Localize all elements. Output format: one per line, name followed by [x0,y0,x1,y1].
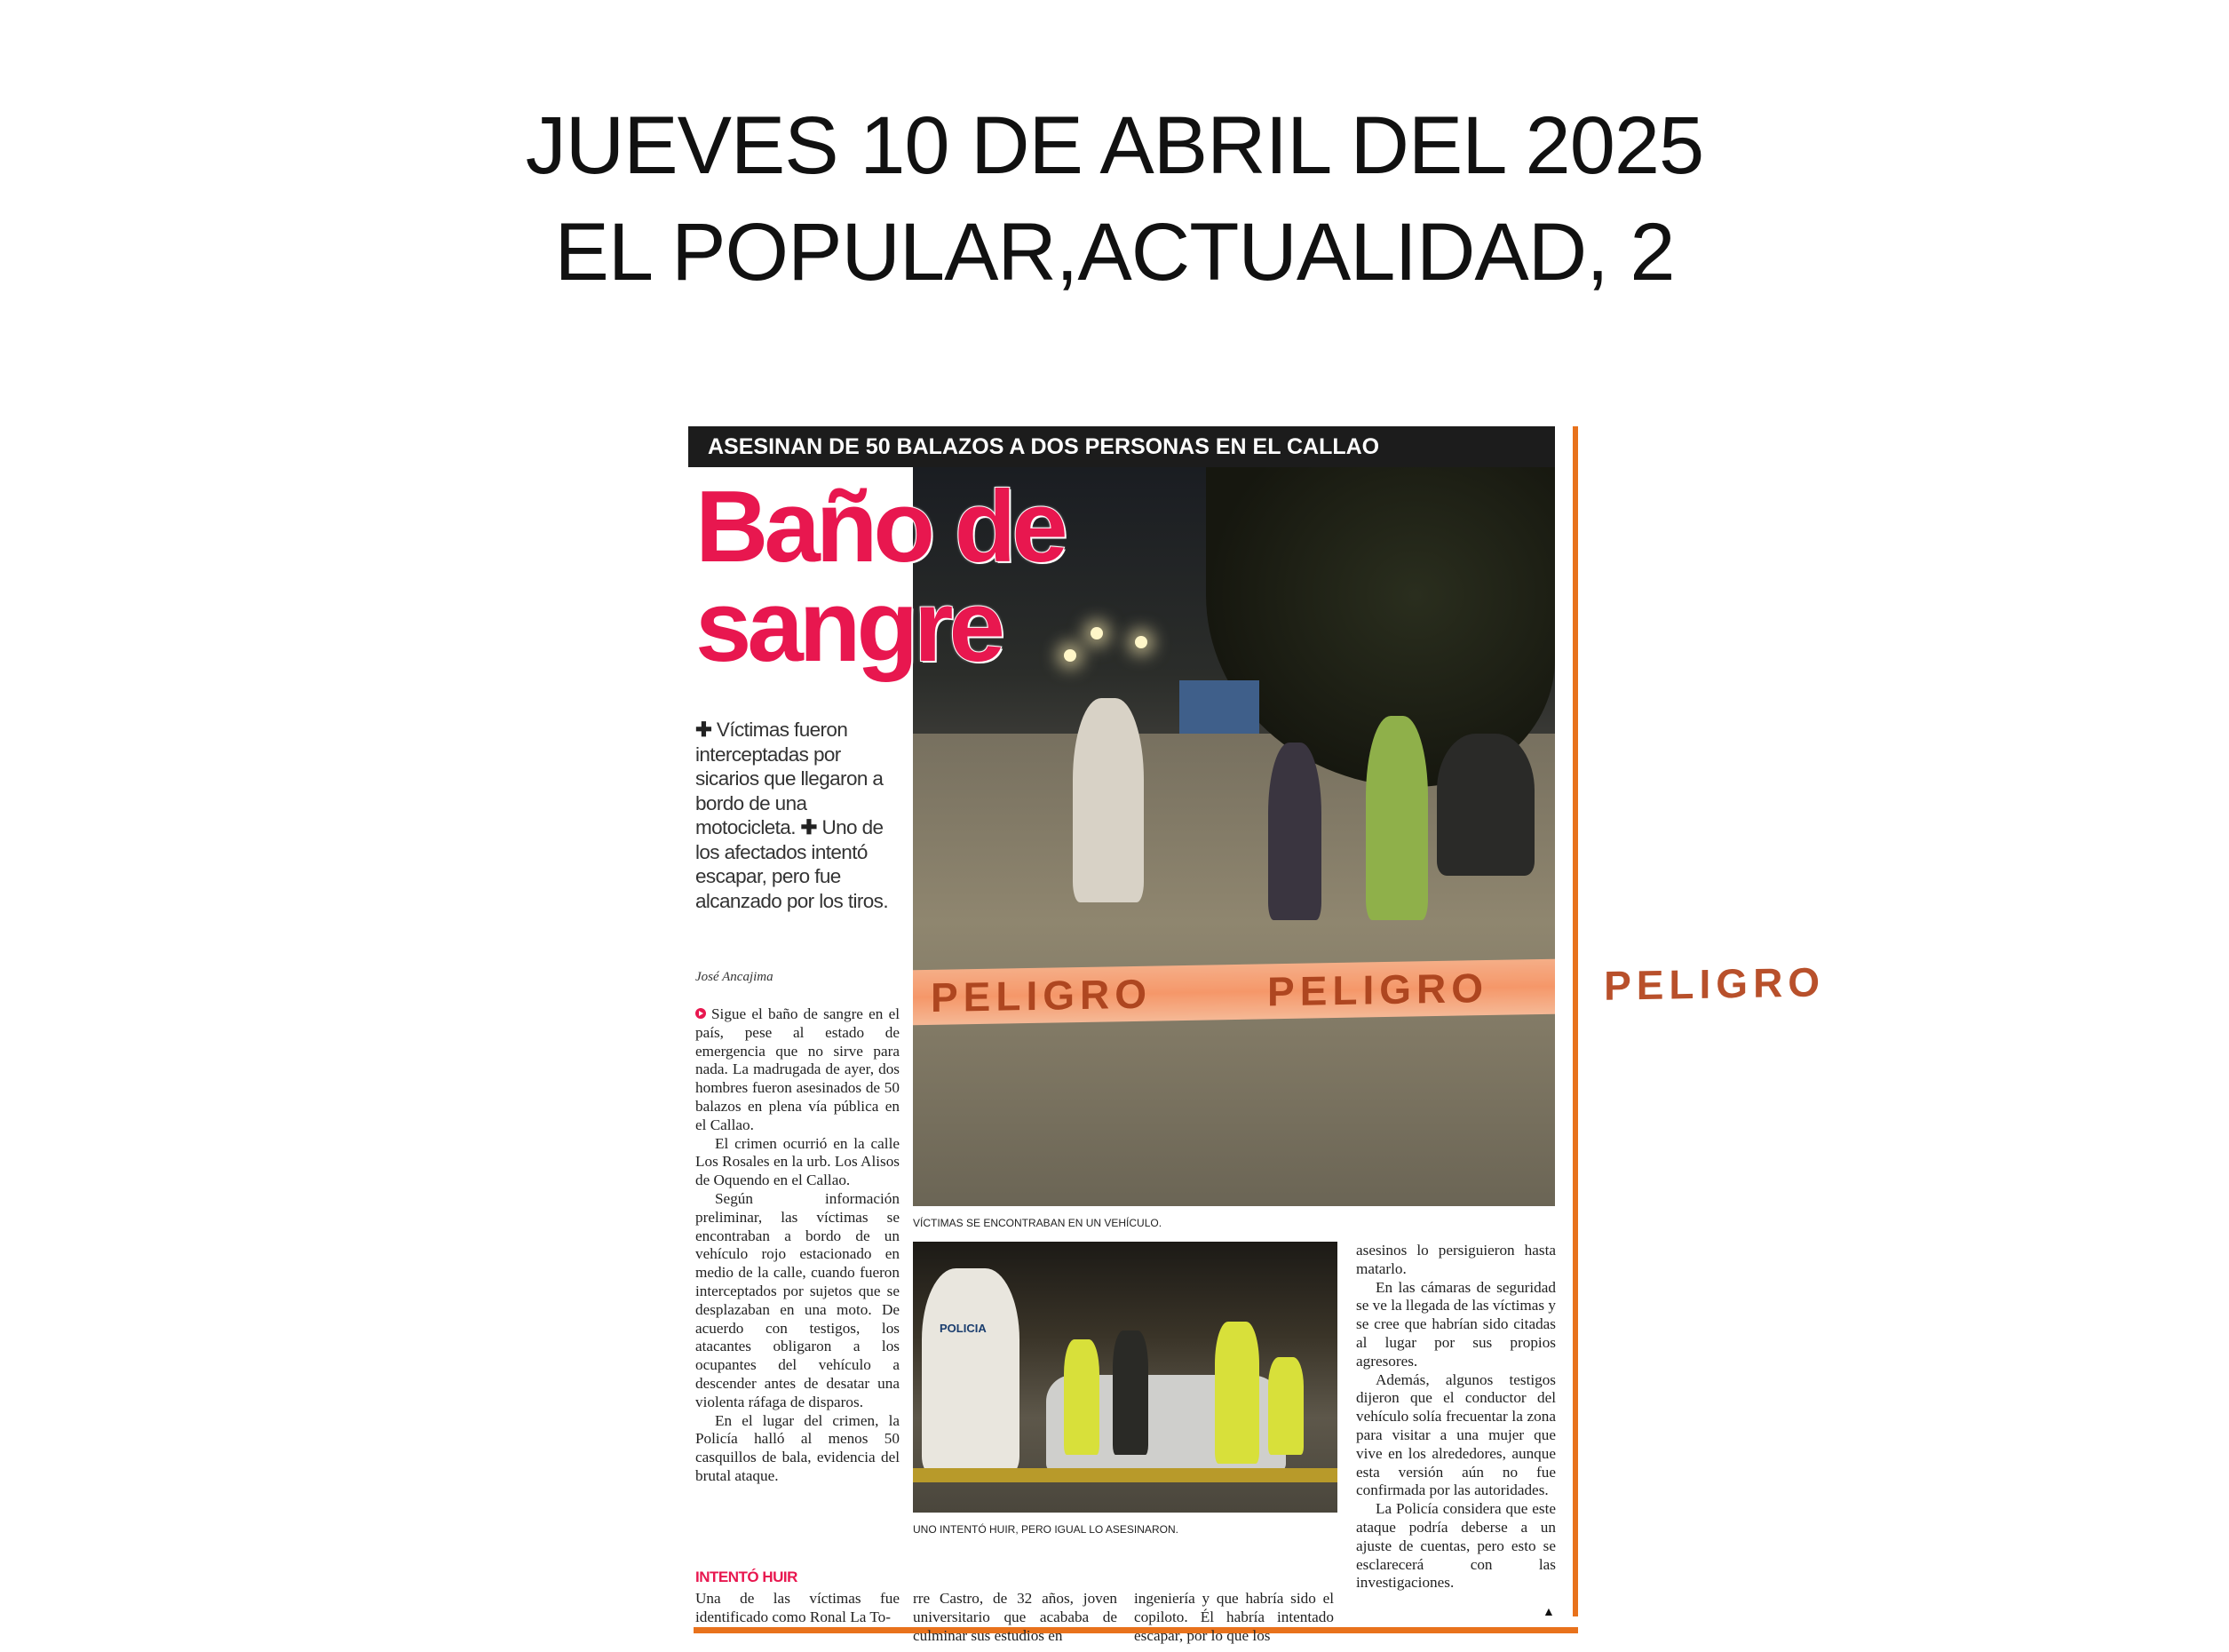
body-column-1: Sigue el baño de sangre en el país, pese al estado de emergencia que no sirve para nada. La madrugada de ayer, dos hombres fueron asesinados de 50 balazos en plena vía pública en el Callao. El crimen ocurrió en la calle Los Rosales en la urb. Los Alisos de Oquendo en el Callao. Según información preliminar, las víctimas se encontraban a bordo de un vehículo rojo estacionado en medio de la calle, cuando fueron interceptados por sujetos que se desplazaban en una moto. De acuerdo con testigos, los atacantes obligaron a los ocupantes del vehículo a descender antes de desatar una violenta ráfaga de disparos. En el lugar del crimen, la Policía halló al menos 50 casquillos de bala, evidencia del brutal ataque. [695,1005,900,1484]
body-column-1-cont: Una de las víctimas fue identificado como Ronal La To- [695,1590,900,1625]
orange-border-right [1573,426,1578,1616]
article-deck: ✚ Víctimas fueron interceptadas por sicarios que llegaron a bordo de una motocicleta. ✚ Uno de los afectados intentó escapar, pero fue alcanzado por los tiros. [695,719,888,912]
photo2-caption: UNO INTENTÓ HUIR, PERO IGUAL LO ASESINARON. [913,1523,1178,1536]
byline: José Ancajima [695,970,773,984]
photo1-caption: VÍCTIMAS SE ENCONTRABAN EN UN VEHÍCULO. [913,1217,1162,1229]
end-mark-icon: ▲ [1543,1604,1555,1618]
plus-icon: ✚ [800,816,817,838]
body-column-2: rre Castro, de 32 años, joven universitario que acababa de culminar sus estudios en [913,1590,1117,1644]
newspaper-clipping [688,426,1826,1652]
danger-tape: PELIGRO PELIGRO PELIGRO [913,959,1555,1026]
plus-icon: ✚ [695,719,712,741]
header-date: JUEVES 10 DE ABRIL DEL 2025 [525,100,1704,191]
police-photo: POLICIA [913,1242,1337,1513]
play-bullet-icon [695,1008,706,1019]
header-source: EL POPULAR,ACTUALIDAD, 2 [554,207,1675,298]
body-column-4: asesinos lo persiguieron hasta matarlo. En las cámaras de seguridad se ve la llegada de las víctimas y se cree que habrían sido citadas al lugar por sus propios agresores. Además, algunos testigos dijeron que el conductor del vehículo solía frecuentar la zona para visitar a una mujer que vive en los alrededores, aunque esta versión aún no fue confirmada por las autoridades. La Policía considera que este ataque podría deberse a un ajuste de cuentas, pero esto se esclarecerá con las investigaciones. [1356,1242,1556,1592]
subhead: INTENTÓ HUIR [695,1569,797,1585]
article-title: Baño de sangre [695,471,1064,683]
body-column-3: ingeniería y que habría sido el copiloto. Él habría intentado escapar, por lo que los [1134,1590,1334,1644]
article-kicker: ASESINAN DE 50 BALAZOS A DOS PERSONAS EN EL CALLAO [688,426,1555,467]
